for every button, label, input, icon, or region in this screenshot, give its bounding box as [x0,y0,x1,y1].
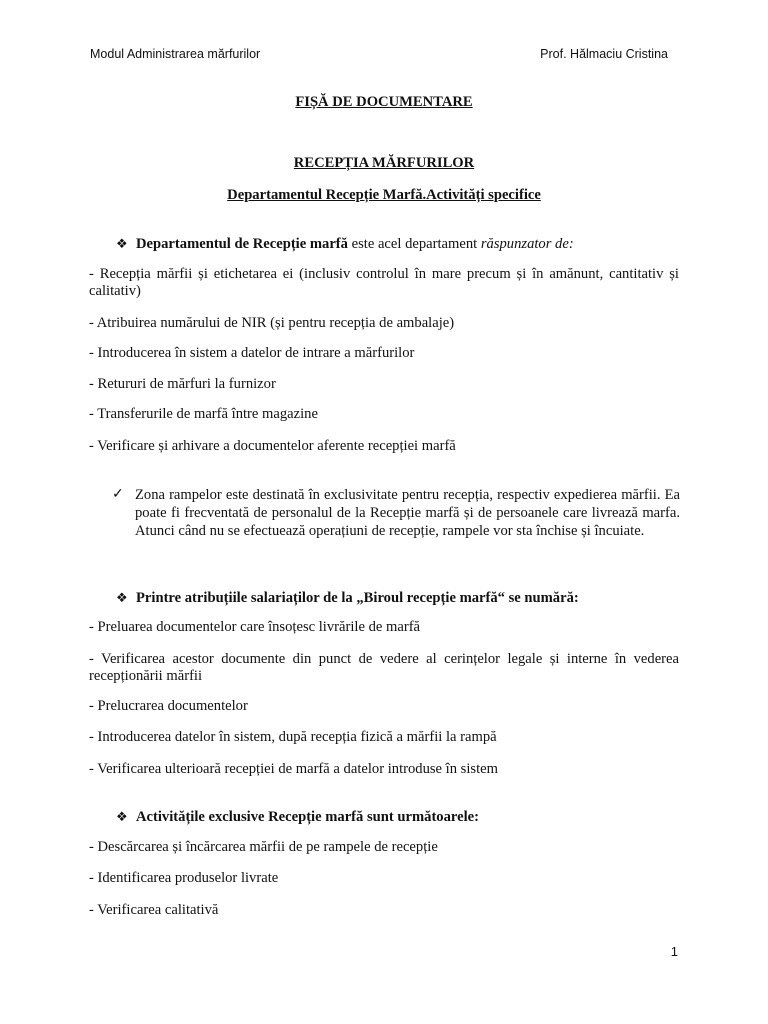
section2-heading-text: Printre atribuțiile salariaților de la „Biroul recepție marfă“ se numără: [136,590,579,606]
list-item: - Verificare și arhivare a documentelor aferente recepției marfă [89,438,456,454]
diamond-bullet-icon: ❖ [116,590,128,605]
list-item: - Transferurile de marfă între magazine [89,406,318,422]
list-item: - Preluarea documentelor care însoțesc livrările de marfă [89,619,421,635]
header-module: Modul Administrarea mărfurilor [90,47,261,61]
section1-lead [116,235,574,253]
page-number: 1 [670,944,678,959]
list-item: - Verificarea calitativă [89,902,219,918]
section1-lead-normal: este acel departament [347,236,481,252]
list-item: - Descărcarea și încărcarea mărfii de pe rampele de recepție [89,839,438,855]
list-item: - Introducerea în sistem a datelor de intrare a mărfurilor [89,345,415,361]
list-item: - Atribuirea numărului de NIR (și pentru recepția de ambalaje) [89,315,455,331]
list-item: - Recepția mărfii și etichetarea ei (inclusiv controlul în mare precum și în amănunt, cantitativ și calitativ) [89,266,679,299]
list-item: - Verificarea acestor documente din punct de vedere al cerințelor legale și interne în vederea recepționării mărfii [89,651,679,684]
document-subtitle: RECEPȚIA MĂRFURILOR [293,155,475,171]
checkmark-icon: ✓ [112,487,124,502]
section-title: Departamentul Recepție Marfă.Activități specifice [227,187,541,203]
list-item: - Identificarea produselor livrate [89,870,279,886]
list-item: - Prelucrarea documentelor [89,698,248,714]
document-title: FIȘĂ DE DOCUMENTARE [295,94,473,110]
header-author: Prof. Hălmaciu Cristina [540,47,668,61]
diamond-bullet-icon: ❖ [116,236,128,251]
list-item: - Verificarea ulterioară recepției de marfă a datelor introduse în sistem [89,761,498,777]
section1-lead-italic: răspunzator de: [480,236,574,252]
check-paragraph-text: Zona rampelor este destinată în exclusivitate pentru recepția, respectiv expedierea mărfii. Ea poate fi frecventată de personalul de la Recepție marfă și de persoanele care livrează marfa. Atunci când nu se efectuează operațiuni de recepție, rampele vor sta închise și încuiate. [135,487,680,539]
section3-heading-text: Activitățile exclusive Recepție marfă sunt următoarele: [136,809,479,825]
section2-heading [116,589,579,607]
list-item: - Retururi de mărfuri la furnizor [89,376,276,392]
section1-lead-bold: Departamentul de Recepție marfă [136,236,348,252]
list-item: - Introducerea datelor în sistem, după recepția fizică a mărfii la rampă [89,729,497,745]
check-paragraph [112,486,680,540]
page-header [90,47,668,61]
diamond-bullet-icon: ❖ [116,809,128,824]
section3-heading [116,808,479,826]
